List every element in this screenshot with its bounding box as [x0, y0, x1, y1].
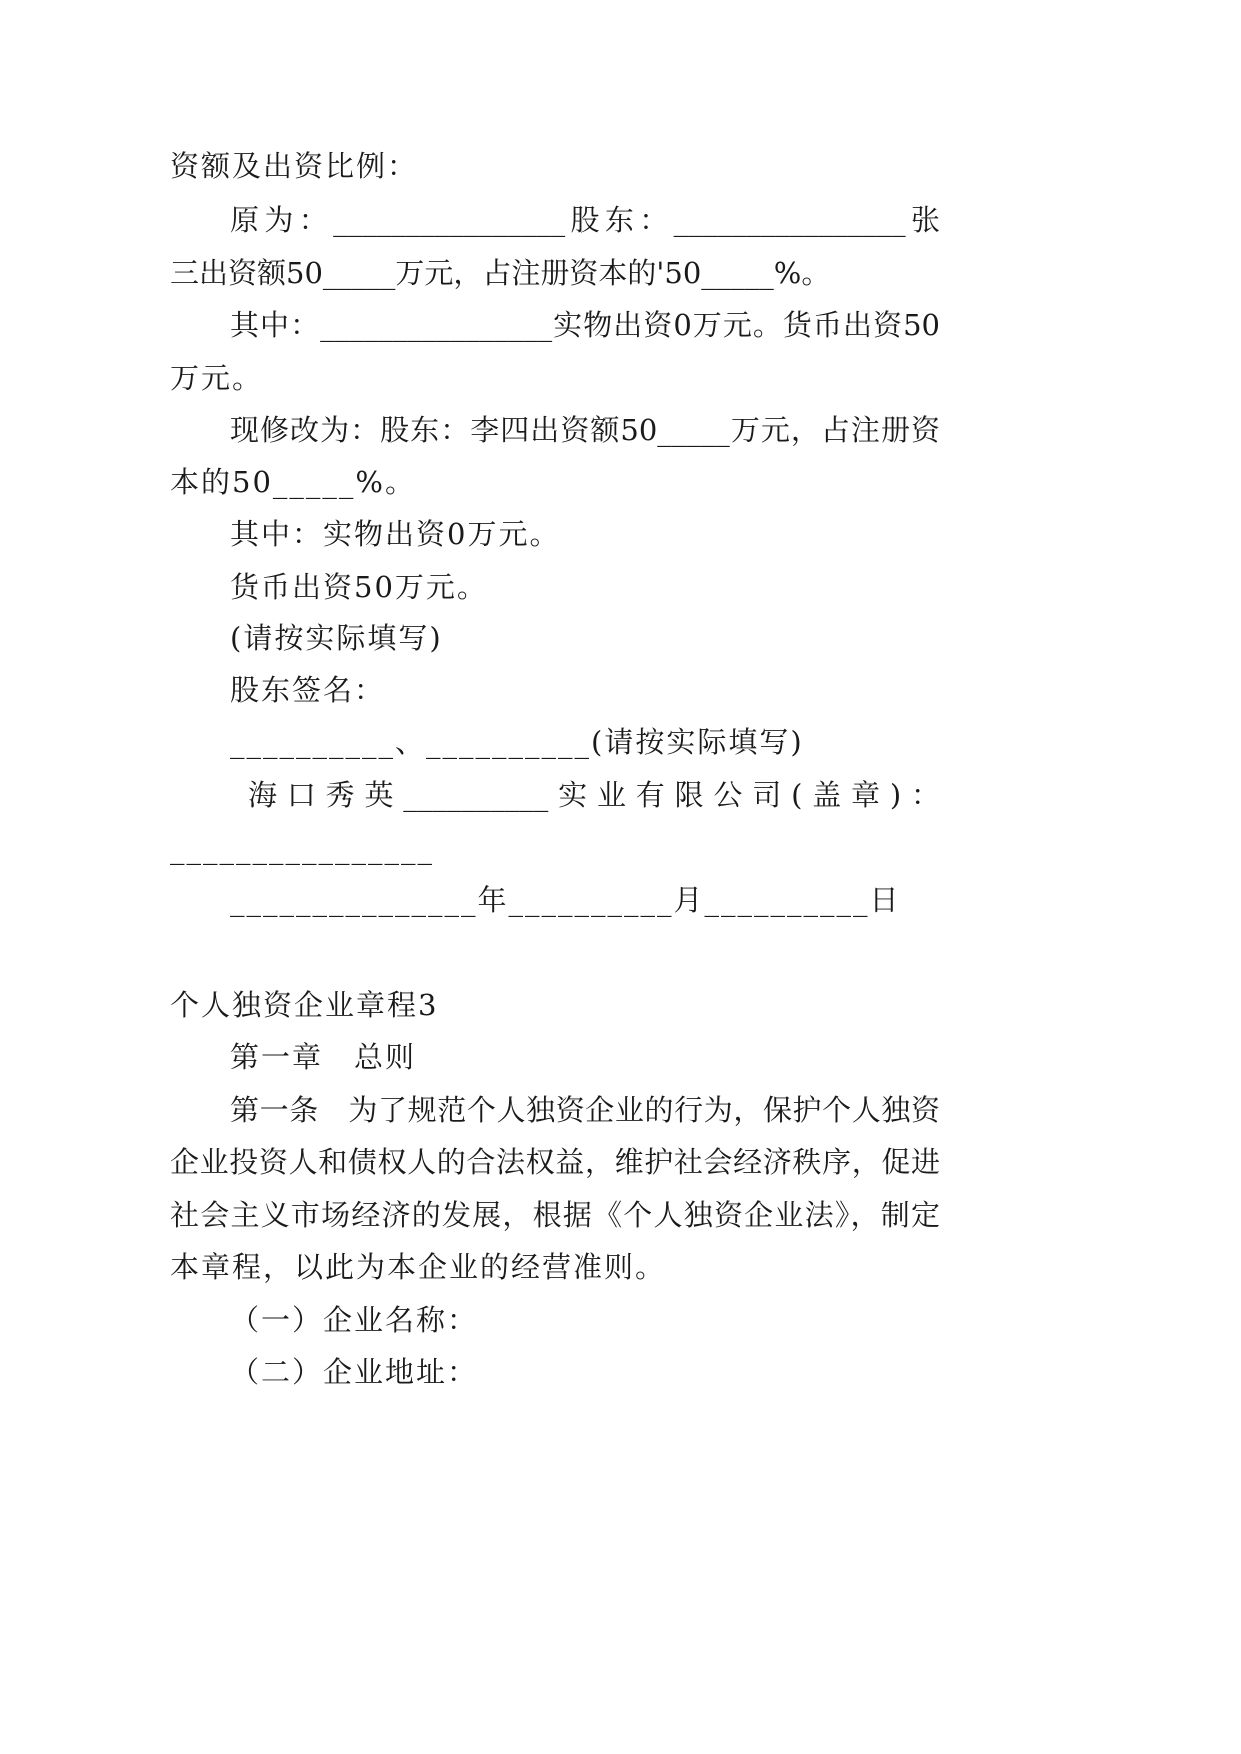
signature-blanks: __________、__________(请按实际填写) [230, 725, 804, 759]
list-item: （一）企业名称： [230, 1303, 479, 1337]
list-item: （二）企业地址： [230, 1355, 479, 1389]
text-line: 原为：________________股东：________________张 [230, 203, 940, 237]
text-line: 货币出资50万元。 [230, 570, 488, 604]
section-title: 个人独资企业章程3 [170, 988, 439, 1022]
text-line: 企业投资人和债权人的合法权益，维护社会经济秩序，促进 [170, 1145, 940, 1179]
text-line: 其中：________________实物出资0万元。货币出资50 [230, 308, 940, 342]
text-line: 资额及出资比例： [170, 149, 419, 183]
text-line: 万元。 [170, 361, 264, 395]
text-line: 本章程，以此为本企业的经营准则。 [170, 1250, 667, 1284]
date-line: _______________年__________月__________日 [230, 883, 901, 917]
text-line: 第一条 为了规范个人独资企业的行为，保护个人独资 [230, 1093, 940, 1127]
text-line: 本的50_____%。 [170, 465, 416, 499]
seal-blank: ________________ [170, 831, 434, 865]
text-line: 现修改为：股东：李四出资额50_____万元，占注册资 [230, 413, 940, 447]
text-line: 社会主义市场经济的发展，根据《个人独资企业法》，制定 [170, 1198, 940, 1232]
chapter-heading: 第一章 总则 [230, 1040, 417, 1074]
text-line: 其中：实物出资0万元。 [230, 517, 561, 551]
text-line: (请按实际填写) [230, 621, 443, 655]
company-seal-line: 海口秀英__________实业有限公司(盖章)： [248, 778, 940, 812]
text-line: 三出资额50_____万元，占注册资本的'50_____%。 [170, 256, 831, 290]
text-line: 股东签名： [230, 673, 386, 707]
